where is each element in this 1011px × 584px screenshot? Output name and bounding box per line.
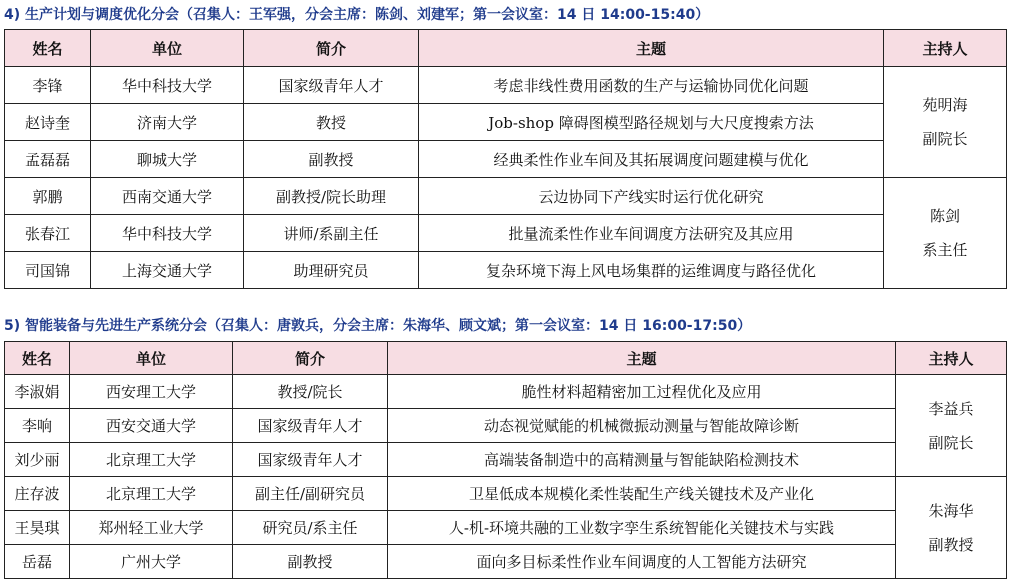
schedule-table-section-4 xyxy=(4,29,1007,289)
speaker-unit: 北京理工大学 xyxy=(70,477,233,511)
speaker-topic: 复杂环境下海上风电场集群的运维调度与路径优化 xyxy=(419,252,884,289)
table-header-row xyxy=(5,342,1007,375)
host-cell xyxy=(884,178,1007,289)
speaker-topic: 人-机-环境共融的工业数字孪生系统智能化关键技术与实践 xyxy=(388,511,896,545)
speaker-unit: 华中科技大学 xyxy=(91,67,244,104)
table-row xyxy=(5,104,1007,141)
header-intro: 简介 xyxy=(233,342,388,375)
speaker-intro: 教授/院长 xyxy=(233,375,388,409)
speaker-intro: 国家级青年人才 xyxy=(233,409,388,443)
host-name: 朱海华 xyxy=(928,501,974,520)
table-row xyxy=(5,375,1007,409)
table-row xyxy=(5,252,1007,289)
speaker-unit: 北京理工大学 xyxy=(70,443,233,477)
speaker-intro: 副教授 xyxy=(244,141,419,178)
speaker-intro: 助理研究员 xyxy=(244,252,419,289)
speaker-intro: 研究员/系主任 xyxy=(233,511,388,545)
section-5-title: 5) 智能装备与先进生产系统分会（召集人：唐敦兵，分会主席：朱海华、顾文斌；第一会议室：14 日 16:00-17:50） xyxy=(4,318,752,334)
host-cell xyxy=(896,375,1007,477)
speaker-topic: 卫星低成本规模化柔性装配生产线关键技术及产业化 xyxy=(388,477,896,511)
speaker-unit: 上海交通大学 xyxy=(91,252,244,289)
speaker-topic: 云边协同下产线实时运行优化研究 xyxy=(419,178,884,215)
speaker-topic: 面向多目标柔性作业车间调度的人工智能方法研究 xyxy=(388,545,896,579)
host-title: 副教授 xyxy=(928,535,974,554)
header-unit: 单位 xyxy=(91,30,244,67)
table-header-row xyxy=(5,30,1007,67)
table-row xyxy=(5,178,1007,215)
speaker-topic: 批量流柔性作业车间调度方法研究及其应用 xyxy=(419,215,884,252)
table-row xyxy=(5,67,1007,104)
table-row xyxy=(5,545,1007,579)
speaker-name: 赵诗奎 xyxy=(5,104,91,141)
table-row xyxy=(5,477,1007,511)
speaker-intro: 教授 xyxy=(244,104,419,141)
speaker-unit: 华中科技大学 xyxy=(91,215,244,252)
header-topic: 主题 xyxy=(419,30,884,67)
table-row xyxy=(5,443,1007,477)
host-title: 副院长 xyxy=(922,130,968,148)
host-title: 系主任 xyxy=(922,241,968,259)
speaker-intro: 副主任/副研究员 xyxy=(233,477,388,511)
speaker-topic: 经典柔性作业车间及其拓展调度问题建模与优化 xyxy=(419,141,884,178)
speaker-unit: 西南交通大学 xyxy=(91,178,244,215)
speaker-name: 李淑娟 xyxy=(5,375,70,409)
speaker-unit: 济南大学 xyxy=(91,104,244,141)
speaker-name: 岳磊 xyxy=(5,545,70,579)
speaker-name: 李锋 xyxy=(5,67,91,104)
speaker-unit: 广州大学 xyxy=(70,545,233,579)
speaker-unit: 聊城大学 xyxy=(91,141,244,178)
table-row xyxy=(5,409,1007,443)
speaker-name: 李响 xyxy=(5,409,70,443)
header-host: 主持人 xyxy=(884,30,1007,67)
speaker-unit: 西安理工大学 xyxy=(70,375,233,409)
host-cell xyxy=(896,477,1007,579)
speaker-intro: 讲师/系副主任 xyxy=(244,215,419,252)
speaker-topic: 脆性材料超精密加工过程优化及应用 xyxy=(388,375,896,409)
header-name: 姓名 xyxy=(5,342,70,375)
header-topic: 主题 xyxy=(388,342,896,375)
speaker-intro: 副教授 xyxy=(233,545,388,579)
table-row xyxy=(5,511,1007,545)
table-row xyxy=(5,141,1007,178)
speaker-topic: 高端装备制造中的高精测量与智能缺陷检测技术 xyxy=(388,443,896,477)
speaker-unit: 郑州轻工业大学 xyxy=(70,511,233,545)
speaker-intro: 副教授/院长助理 xyxy=(244,178,419,215)
speaker-name: 刘少丽 xyxy=(5,443,70,477)
speaker-topic: 动态视觉赋能的机械微振动测量与智能故障诊断 xyxy=(388,409,896,443)
speaker-name: 郭鹏 xyxy=(5,178,91,215)
host-name: 陈剑 xyxy=(929,207,960,225)
speaker-unit: 西安交通大学 xyxy=(70,409,233,443)
speaker-topic: Job-shop 障碍图模型路径规划与大尺度搜索方法 xyxy=(419,104,884,141)
host-title: 副院长 xyxy=(928,433,974,452)
speaker-topic: 考虑非线性费用函数的生产与运输协同优化问题 xyxy=(419,67,884,104)
host-cell xyxy=(884,67,1007,178)
section-4-title: 4) 生产计划与调度优化分会（召集人：王军强，分会主席：陈剑、刘建军；第一会议室：14 日 14:00-15:40） xyxy=(4,7,710,23)
speaker-intro: 国家级青年人才 xyxy=(244,67,419,104)
speaker-name: 司国锦 xyxy=(5,252,91,289)
schedule-table-section-5 xyxy=(4,341,1007,579)
speaker-name: 王昊琪 xyxy=(5,511,70,545)
speaker-intro: 国家级青年人才 xyxy=(233,443,388,477)
header-host: 主持人 xyxy=(896,342,1007,375)
speaker-name: 孟磊磊 xyxy=(5,141,91,178)
host-name: 苑明海 xyxy=(922,96,968,114)
header-unit: 单位 xyxy=(70,342,233,375)
header-name: 姓名 xyxy=(5,30,91,67)
table-row xyxy=(5,215,1007,252)
speaker-name: 庄存波 xyxy=(5,477,70,511)
host-name: 李益兵 xyxy=(928,399,974,418)
header-intro: 简介 xyxy=(244,30,419,67)
speaker-name: 张春江 xyxy=(5,215,91,252)
